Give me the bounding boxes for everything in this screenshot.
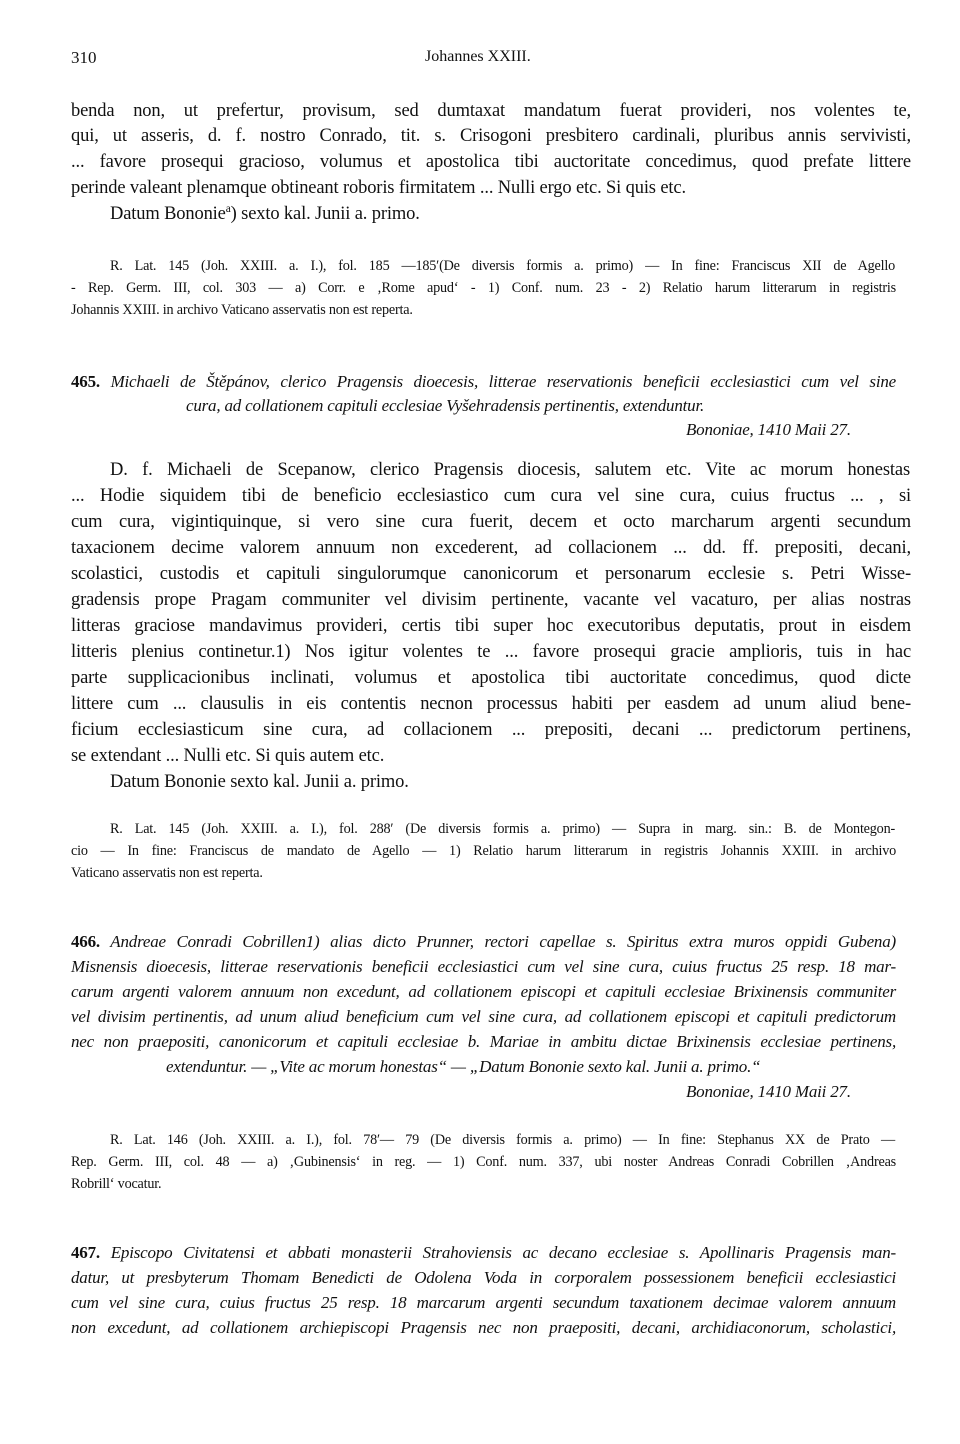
text-line: perinde valeant plenamque obtineant roboris firmitatem ... Nulli ergo etc. Si quis etc.	[71, 178, 686, 198]
entry-number: 465.	[71, 372, 100, 391]
text-line: benda non, ut prefertur, provisum, sed dumtaxat mandatum fuerat provideri, nos volentes te,	[71, 101, 911, 121]
datum-text: Datum Bononie	[110, 204, 226, 224]
datum-text: ) sexto kal. Junii a. primo.	[230, 204, 420, 224]
regest-line	[71, 372, 896, 392]
text-line: ... favore prosequi gracioso, volumus et apostolica tibi auctoritate concedimus, quod prefate littere	[71, 152, 911, 172]
apparatus-line: R. Lat. 145 (Joh. XXIII. a. I.), fol. 185 —185′(De diversis formis a. primo) — In fine: Franciscus XII de Agello	[110, 258, 895, 274]
text-line: D. f. Michaeli de Scepanow, clerico Pragensis diocesis, salutem etc. Vite ac morum honestas	[110, 460, 910, 480]
apparatus-line: R. Lat. 146 (Joh. XXIII. a. I.), fol. 78′— 79 (De diversis formis a. primo) — In fine: Stephanus XX de Prato —	[110, 1132, 895, 1148]
running-title: Johannes XXIII.	[425, 48, 531, 65]
text-line: parte supplicacionibus inclinati, volumus et apostolica tibi auctoritate concedimus, quod dicte	[71, 668, 911, 688]
datum-line: Datum Bononie sexto kal. Junii a. primo.	[110, 772, 409, 792]
apparatus-line: cio — In fine: Franciscus de mandato de Agello — 1) Relatio harum litterarum in registris Johannis XXIII. in archivo	[71, 843, 896, 859]
apparatus-line: R. Lat. 145 (Joh. XXIII. a. I.), fol. 288′ (De diversis formis a. primo) — Supra in marg. sin.: B. de Montegon-	[110, 821, 895, 837]
apparatus-line: - Rep. Germ. III, col. 303 — a) Corr. e ‚Rome apud‘ - 1) Conf. num. 23 - 2) Relatio harum litterarum in registris	[71, 280, 896, 296]
place-date: Bononiae, 1410 Maii 27.	[686, 1082, 851, 1101]
page-number: 310	[71, 48, 97, 67]
text-line: qui, ut asseris, d. f. nostro Conrado, tit. s. Crisogoni presbitero cardinali, pluribus annis servivisti,	[71, 126, 911, 146]
regest-text: Michaeli de Štěpánov, clerico Pragensis dioecesis, litterae reservationis beneficii ecclesiastici cum vel sine	[110, 372, 896, 391]
text-line: litteris plenius continetur.1) Nos igitur volentes te ... favore prosequi gracie amplioris, tuis in hac	[71, 642, 911, 662]
regest-text: Episcopo Civitatensi et abbati monasterii Strahoviensis ac decano ecclesiae s. Apollinaris Pragensis man-	[110, 1243, 896, 1262]
regest-line: vel divisim pertinentis, ad unum aliud beneficium cum vel sine cura, ad collationem episcopi et capituli predictorum	[71, 1007, 896, 1026]
text-line: se extendant ... Nulli etc. Si quis autem etc.	[71, 746, 385, 766]
regest-line	[71, 932, 896, 952]
regest-line: carum argenti valorem annuum non excedunt, ad collationem episcopi et capituli ecclesiae Brixinensis communiter	[71, 982, 896, 1001]
regest-line: cum vel sine cura, cuius fructus 25 resp. 18 marcarum argenti secundum taxationem decimae valorem annuum	[71, 1293, 896, 1312]
text-line: gradensis prope Pragam communiter vel divisim pertinente, vacante vel vacaturo, per alias nostras	[71, 590, 911, 610]
regest-text: Andreae Conradi Cobrillen1) alias dicto Prunner, rectori capellae s. Spiritus extra muros oppidi Gubena)	[110, 932, 896, 951]
regest-line: nec non praepositi, canonicorum et capituli ecclesiae b. Mariae in ambitu dictae Brixinensis ecclesiae pertinens,	[71, 1032, 896, 1051]
regest-line: extenduntur. — „Vite ac morum honestas“ — „Datum Bononie sexto kal. Junii a. primo.“	[166, 1057, 761, 1076]
datum-line	[110, 204, 420, 225]
text-line: littere cum ... clausulis in eis contentis necnon processus habiti per easdem ad unum aliud bene-	[71, 694, 911, 714]
regest-line: Misnensis dioecesis, litterae reservationis beneficii ecclesiastici cum vel sine cura, cuius fructus 25 resp. 18 mar-	[71, 957, 896, 976]
apparatus-line: Rep. Germ. III, col. 48 — a) ‚Gubinensis‘ in reg. — 1) Conf. num. 337, ubi noster Andreas Conradi Cobrillen ‚Andreas	[71, 1154, 896, 1170]
regest-line: datur, ut presbyterum Thomam Benedicti de Odolena Voda in corporalem possessionem beneficii ecclesiastici	[71, 1268, 896, 1287]
text-line: ... Hodie siquidem tibi de beneficio ecclesiastico cum cura vel sine cura, cuius fructus ... , si	[71, 486, 911, 506]
regest-line: cura, ad collationem capituli ecclesiae Vyšehradensis pertinentis, extenduntur.	[186, 396, 705, 415]
place-date: Bononiae, 1410 Maii 27.	[686, 420, 851, 439]
apparatus-line: Johannis XXIII. in archivo Vaticano asservatis non est reperta.	[71, 302, 413, 318]
text-line: litteras graciose mandavimus provideri, certis tibi super hoc executoribus deputatis, prout in eisdem	[71, 616, 911, 636]
text-line: scolastici, custodis et capituli singulorumque canonicorum et personarum ecclesie s. Petri Wisse-	[71, 564, 911, 584]
apparatus-line: Vaticano asservatis non est reperta.	[71, 865, 263, 881]
regest-line	[71, 1243, 896, 1263]
regest-line: non excedunt, ad collationem archiepiscopi Pragensis nec non praepositi, decani, archidiaconorum, scholastici,	[71, 1318, 896, 1337]
footnote-marker: a	[225, 202, 231, 215]
entry-number: 466.	[71, 932, 100, 951]
text-line: taxacionem decime valorem annuum non excederent, ad collacionem ... dd. ff. prepositi, decani,	[71, 538, 911, 558]
text-line: cum cura, vigintiquinque, si vero sine cura fuerit, decem et octo marcharum argenti secundum	[71, 512, 911, 532]
entry-number: 467.	[71, 1243, 100, 1262]
apparatus-line: Robrill‘ vocatur.	[71, 1176, 162, 1192]
text-line: ficium ecclesiasticum sine cura, ad collacionem ... prepositi, decani ... predictorum pertinens,	[71, 720, 911, 740]
